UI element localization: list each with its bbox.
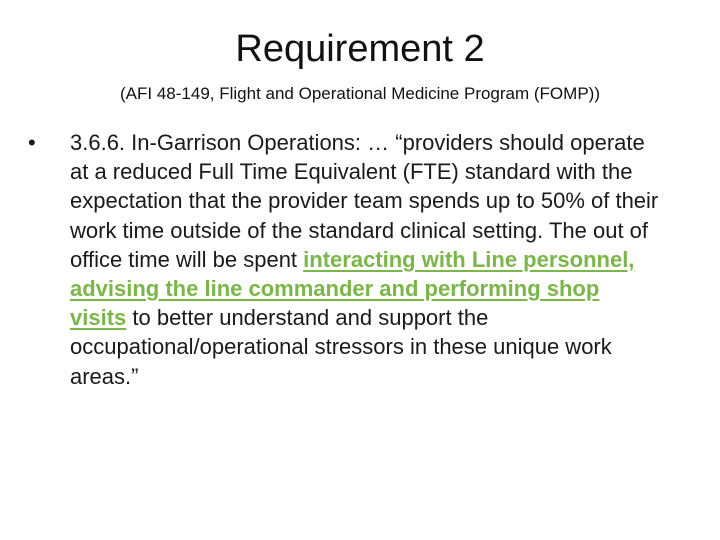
bullet-text-after: to better understand and support the occupational/operational stressors in these unique work areas.”	[70, 305, 612, 389]
slide-title: Requirement 2	[235, 28, 485, 70]
slide-subtitle: (AFI 48-149, Flight and Operational Medicine Program (FOMP))	[120, 84, 600, 103]
bullet-list	[0, 128, 720, 391]
bullet-highlighted-text: interacting with Line personnel, advising the line commander and performing shop visits	[70, 246, 635, 331]
bullet-text-before: 3.6.6. In-Garrison Operations: … “providers should operate at a reduced Full Time Equivalent (FTE) standard with the expectation that the provider team spends up to 50% of their work time outside of the standard clinical setting. The out of office time will be spent	[70, 130, 659, 272]
bullet-marker: •	[28, 130, 36, 155]
bullet-item	[28, 128, 660, 391]
